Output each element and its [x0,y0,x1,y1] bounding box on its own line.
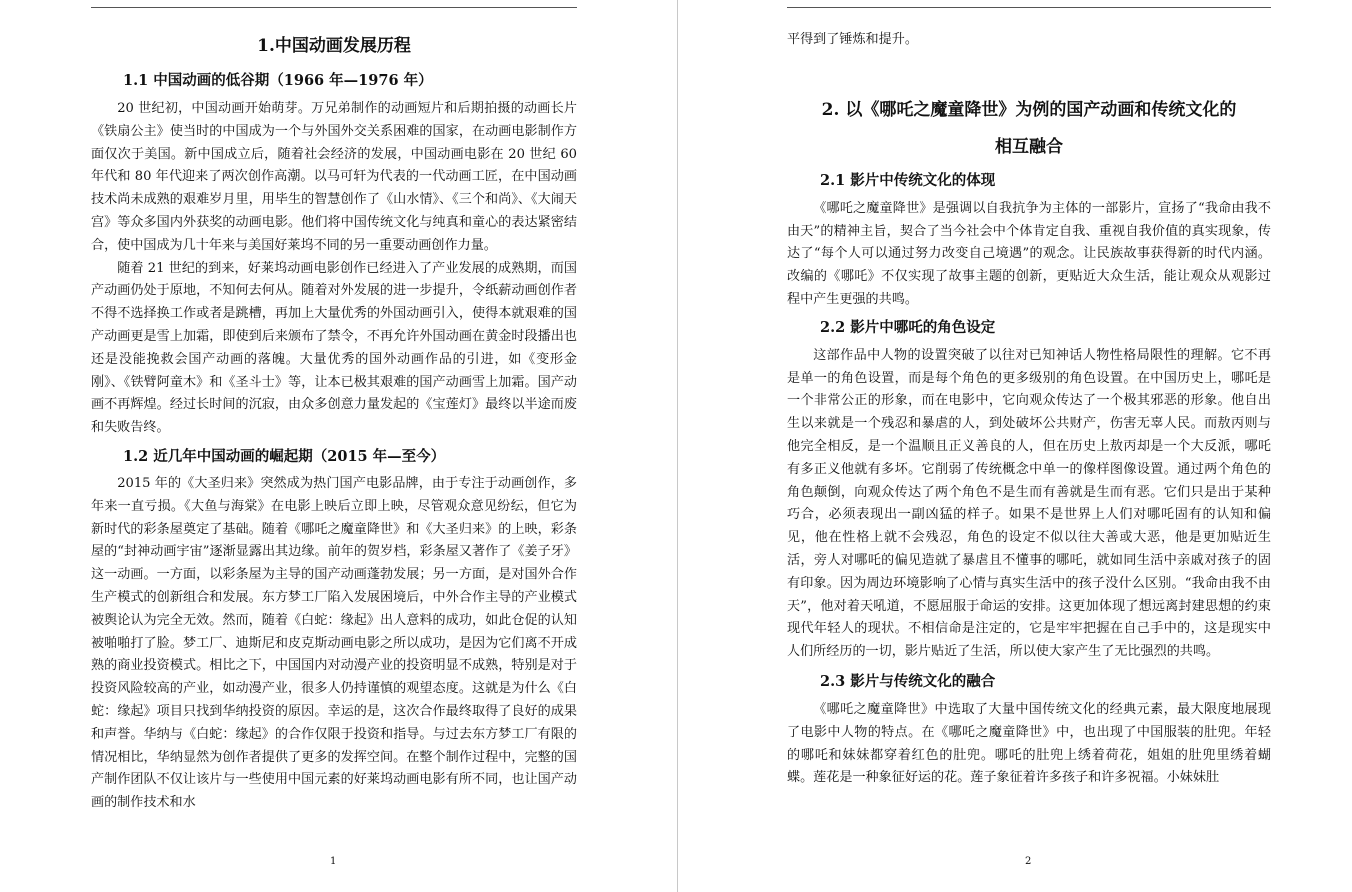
chapter-title [787,92,1271,166]
page-number: 2 [1025,856,1032,867]
paragraph: 随着 21 世纪的到来，好莱坞动画电影创作已经进入了产业发展的成熟期，而国产动画仍处于原地，不知何去何从。随着对外发展的进一步提升，令纸薪动画创作者不得不选择换工作或者是跳槽，再加上大量优秀的外国动画引入，使得本就艰难的国产动画更是雪上加霜，即使到后来颁布了禁令，不再允许外国动画在黄金时段播出也还是没能挽救会国产动画的落魄。大量优秀的国外动画作品的引进，如《变形金刚》、《铁臂阿童木》和《圣斗士》等，让本已极其艰难的国产动画雪上加霜。国产动画不再辉煌。经过长时间的沉寂，由众多创意力量发起的《宝莲灯》最终以半途而废和失败告终。 [91,260,577,436]
section-heading: 1.1 中国动画的低谷期（1966 年—1976 年） [123,72,433,89]
chapter-title-line: 相互融合 [995,136,1063,157]
page-number: 1 [330,856,337,867]
paragraph: 2015 年的《大圣归来》突然成为热门国产电影品牌，由于专注于动画创作，多年来一直亏损。《大鱼与海棠》在电影上映后立即上映，尽管观众意见纷纭，但它为新时代的彩条屋奠定了基础。随着《哪吒之魔童降世》和《大圣归来》的上映，彩条屋的“封神动画宇宙”逐渐显露出其边缘。前年的贺岁档，彩条屋又著作了《姜子牙》这一动画。一方面，以彩条屋为主导的国产动画蓬勃发展；另一方面，是对国外合作生产模式的创新组合和发展。东方梦工厂陷入发展困境后，中外合作主导的产业模式被舆论认为完全无效。然而，随着《白蛇：缘起》出人意料的成功，如此仓促的认知被啪啪打了脸。梦工厂、迪斯尼和皮克斯动画电影之所以成功，是因为它们离不开成熟的商业投资模式。相比之下，中国国内对动漫产业的投资明显不成熟，特别是对于投资风险较高的产业，如动漫产业，很多人仍持谨慎的观望态度。这就是为什么《白蛇：缘起》项目只找到华纳投资的原因。幸运的是，这次合作最终取得了良好的成果和声誉。华纳与《白蛇：缘起》的合作仅限于投资和指导。与过去东方梦工厂有限的情况相比，华纳显然为创作者提供了更多的发挥空间。在整个制作过程中，完整的国产制作团队不仅让该片与一些使用中国元素的好莱坞动画电影有所不同，也让国产动画的制作技术和水 [91,475,577,811]
section-body [787,699,1271,790]
section-body [91,473,577,815]
section-heading: 2.2 影片中哪吒的角色设定 [820,318,996,336]
paragraph: 这部作品中人物的设置突破了以往对已知神话人物性格局限性的理解。它不再是单一的角色设置，而是每个角色的更多级别的角色设置。在中国历史上，哪吒是一个非常公正的形象，而在电影中，它向观众传达了一个极其邪恶的形象。他自出生以来就是一个残忍和暴虐的人，到处破坏公共财产，伤害无辜人民。而敖丙则与他完全相反，是一个温顺且正义善良的人，但在历史上敖丙却是一个大反派，哪吒有多正义他就有多坏。它削弱了传统概念中单一的像样图像设置。通过两个角色的角色颠倒，向观众传达了两个角色不是生而有善就是生而有恶。它们只是出于某种巧合，必须表现出一副凶猛的样子。如果不是世界上人们对哪吒固有的认知和偏见，他在性格上就不会残忍，角色的设定不似以往大善或大恶，他是更加贴近生活，旁人对哪吒的偏见造就了暴虐且不懂事的哪吒，就如同生活中亲戚对孩子的固有印象。因为周边环境影响了心情与真实生活中的孩子没什么区别。“我命由我不由天”，他对着天吼道，不愿屈服于命运的安排。这更加体现了想远离封建思想的约束现代年轻人的现状。不相信命是注定的，它是牢牢把握在自己手中的，这是现实中人们所经历的一切，影片贴近了生活，所以使大家产生了无比强烈的共鸣。 [787,347,1271,660]
section-heading: 1.2 近几年中国动画的崛起期（2015 年—至今） [123,447,446,465]
paragraph: 20 世纪初，中国动画开始萌芽。万兄弟制作的动画短片和后期拍摄的动画长片《铁扇公主》使当时的中国成为一个与外国外交关系困难的国家，在动画电影制作方面仅次于美国。新中国成立后，随着社会经济的发展，中国动画电影在 20 世纪 60 年代和 80 年代迎来了两次创作高潮。以马可轩为代表的一代动画工匠，在中国动画技术尚未成熟的艰难岁月里，用毕生的智慧创作了《山水情》、《三个和尚》、《大闹天宫》等众多国内外获奖的动画电影。他们将中国传统文化与纯真和童心的表达紧密结合，使中国成为几十年来与美国好莱坞不同的另一重要动画创作力量。 [91,101,577,253]
document-page-2 [678,0,1352,892]
page-content [787,0,1271,790]
paragraph: 《哪吒之魔童降世》中选取了大量中国传统文化的经典元素，最大限度地展现了电影中人物的特点。在《哪吒之魔童降世》中，也出现了中国服装的肚兜。年轻的哪吒和妹妹都穿着红色的肚兜。哪吒的肚兜上绣着荷花，姐姐的肚兜里绣着蝴蝶。莲花是一种象征好运的花。莲子象征着许多孩子和许多祝福。小妹妹肚 [787,701,1271,786]
continuation-text: 平得到了锤炼和提升。 [787,32,918,47]
paragraph: 《哪吒之魔童降世》是强调以自我抗争为主体的一部影片，宣扬了“我命由我不由天”的精神主旨，契合了当今社会中个体肯定自我、重视自我价值的真实现象，传达了“每个人可以通过努力改变自己境遇”的观念。让民族故事获得新的时代内涵。改编的《哪吒》不仅实现了故事主题的创新，更贴近大众生活，能让观众从观影过程中产生更强的共鸣。 [787,200,1271,307]
section-body [91,98,577,440]
section-body [787,198,1271,312]
chapter-title: 1.中国动画发展历程 [257,36,411,56]
section-heading: 2.1 影片中传统文化的体现 [820,171,996,189]
section-body [787,345,1271,664]
page-content [91,0,577,815]
chapter-title-line: 2. 以《哪吒之魔童降世》为例的国产动画和传统文化的 [821,99,1237,120]
section-heading: 2.3 影片与传统文化的融合 [820,672,996,690]
